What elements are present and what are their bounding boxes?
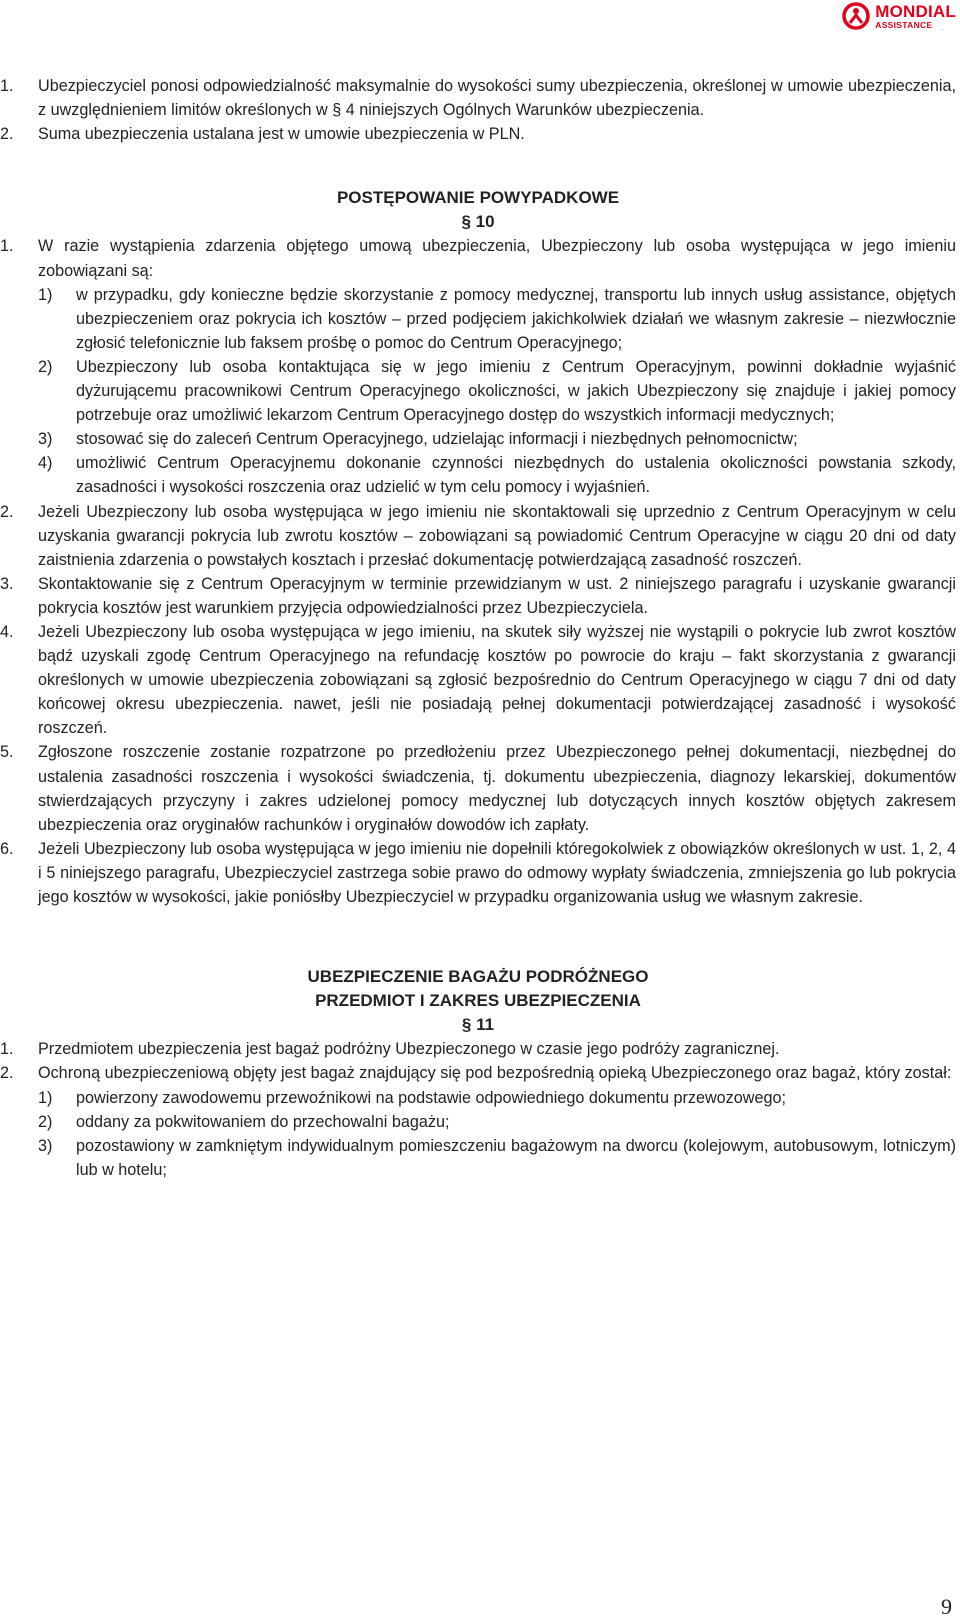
s10-item-6: [0, 837, 956, 909]
s10-item-3: [0, 572, 956, 620]
section-11-subheading: PRZEDMIOT I ZAKRES UBEZPIECZENIA: [315, 991, 641, 1011]
sub-item-number: 4): [38, 454, 53, 473]
s10-sub-item-1: [38, 283, 956, 355]
sub-item-text: powierzony zawodowemu przewoźnikowi na podstawie odpowiedniego dokumentu przewozowego;: [76, 1088, 786, 1107]
logo-person-icon: [841, 2, 871, 30]
s11-sub-item-1: [38, 1086, 956, 1110]
s10-item-2: [0, 500, 956, 572]
s10-item-4: [0, 620, 956, 740]
item-number: 2.: [0, 1064, 14, 1083]
section-10-number: § 10: [461, 212, 495, 232]
item-number: 2.: [0, 502, 14, 521]
sub-item-text: Ubezpieczony lub osoba kontaktująca się w jego imieniu z Centrum Operacyjnym, powinni dokładnie wyjaśnić dyżurującemu pracownikowi Centrum Operacyjnego okoliczności, w jakich Ubezpieczony się znajduje i jakiej pomocy potrzebuje oraz umożliwić lekarzom Centrum Operacyjnego dostęp do wszystkich informacji medycznych;: [76, 357, 956, 425]
section-11-heading: UBEZPIECZENIE BAGAŻU PODRÓŻNEGO: [307, 967, 649, 987]
item-number: 1.: [0, 1040, 14, 1059]
sub-item-number: 1): [38, 285, 53, 304]
s11-item-1: [0, 1037, 956, 1061]
sub-item-number: 2): [38, 1112, 53, 1131]
item-number: 4.: [0, 622, 14, 641]
s10-sub-item-2: [38, 355, 956, 427]
sub-item-text: pozostawiony w zamkniętym indywidualnym pomieszczeniu bagażowym na dworcu (kolejowym, autobusowym, lotniczym) lub w hotelu;: [76, 1136, 956, 1179]
s10-item-5: [0, 740, 956, 836]
section-11-number: § 11: [461, 1015, 495, 1035]
sub-item-text: oddany za pokwitowaniem do przechowalni bagażu;: [76, 1112, 450, 1131]
s11-sub-item-2: [38, 1110, 956, 1134]
item-text: W razie wystąpienia zdarzenia objętego umową ubezpieczenia, Ubezpieczony lub osoba występująca w jego imieniu zobowiązani są:: [38, 237, 956, 280]
s11-sub-item-3: [38, 1134, 956, 1182]
s10-sub-item-4: [38, 451, 956, 499]
item-number: 5.: [0, 743, 14, 762]
item-text: Jeżeli Ubezpieczony lub osoba występująca w jego imieniu, na skutek siły wyższej nie wystąpili o pokrycie lub zwrot kosztów bądź uzyskali zgodę Centrum Operacyjnego na refundację kosztów po powrocie do kraju – fakt skorzystania z gwarancji określonych w umowie ubezpieczenia zobowiązani są zgłosić bezpośrednio do Centrum Operacyjnego w ciągu 7 dni od daty końcowej okresu ubezpieczenia. nawet, jeśli nie posiadają pełnej dokumentacji potwierdzającej zasadność i wysokość roszczeń.: [38, 622, 956, 738]
document-body: [0, 74, 956, 1182]
sub-item-text: w przypadku, gdy konieczne będzie skorzystanie z pomocy medycznej, transportu lub innych usług assistance, objętych ubezpieczeniem oraz pokrycia ich kosztów – przed podjęciem jakichkolwiek działań we własnym zakresie – niezwłocznie zgłosić telefonicznie lub faksem prośbę o pomoc do Centrum Operacyjnego;: [76, 285, 956, 352]
intro-item-2: [0, 122, 956, 146]
item-text: Suma ubezpieczenia ustalana jest w umowie ubezpieczenia w PLN.: [38, 125, 525, 144]
mondial-assistance-logo: [841, 2, 956, 30]
item-text: Jeżeli Ubezpieczony lub osoba występująca w jego imieniu nie dopełnili któregokolwiek z obowiązków określonych w ust. 1, 2, 4 i 5 niniejszego paragrafu, Ubezpieczyciel zastrzega sobie prawo do odmowy wypłaty świadczenia, zmniejszenia go lub pokrycia jego kosztów w wysokości, jakie poniósłby Ubezpieczyciel w przypadku organizowania usług we własnym zakresie.: [38, 839, 956, 906]
sub-item-number: 1): [38, 1088, 53, 1107]
sub-item-text: stosować się do zaleceń Centrum Operacyjnego, udzielając informacji i niezbędnych pełnomocnictw;: [76, 430, 798, 449]
s10-sub-item-3: [38, 427, 956, 451]
s10-item-1: [0, 234, 956, 282]
sub-item-text: umożliwić Centrum Operacyjnemu dokonanie czynności niezbędnych do ustalenia okoliczności powstania szkody, zasadności i wysokości roszczenia oraz udzielić w tym celu pomocy i wyjaśnień.: [76, 454, 956, 497]
logo-title: MONDIAL: [875, 1, 956, 21]
s11-item-2: [0, 1061, 956, 1085]
page-number: 9: [941, 1594, 952, 1619]
item-text: Skontaktowanie się z Centrum Operacyjnym w terminie przewidzianym w ust. 2 niniejszego paragrafu i uzyskanie gwarancji pokrycia kosztów jest warunkiem przyjęcia odpowiedzialności przez Ubezpieczyciela.: [38, 574, 956, 617]
intro-item-1: [0, 74, 956, 122]
item-text: Ochroną ubezpieczeniową objęty jest bagaż znajdujący się pod bezpośrednią opieką Ubezpieczonego oraz bagaż, który został:: [38, 1064, 952, 1083]
sub-item-number: 3): [38, 1136, 53, 1155]
item-number: 1.: [0, 237, 14, 256]
sub-item-number: 2): [38, 357, 53, 376]
item-number: 1.: [0, 77, 14, 95]
item-number: 3.: [0, 574, 14, 593]
item-text: Zgłoszone roszczenie zostanie rozpatrzone po przedłożeniu przez Ubezpieczonego pełnej dokumentacji, niezbędnej do ustalenia zasadności roszczenia i wysokości świadczenia, tj. dokumentu ubezpieczenia, diagnozy lekarskiej, dokumentów stwierdzających przyczyny i zakres udzielonej pomocy medycznej lub dotyczących innych kosztów objętych zakresem ubezpieczenia oraz oryginałów rachunków i oryginałów dowodów ich zapłaty.: [38, 743, 956, 834]
item-text: Ubezpieczyciel ponosi odpowiedzialność maksymalnie do wysokości sumy ubezpieczenia, określonej w umowie ubezpieczenia, z uwzględnieniem limitów określonych w § 4 niniejszych Ogólnych Warunków ubezpieczenia.: [38, 77, 956, 120]
item-text: Przedmiotem ubezpieczenia jest bagaż podróżny Ubezpieczonego w czasie jego podróży zagranicznej.: [38, 1040, 780, 1059]
item-number: 6.: [0, 839, 14, 858]
logo-subtitle: ASSISTANCE: [875, 19, 933, 30]
item-text: Jeżeli Ubezpieczony lub osoba występująca w jego imieniu nie skontaktowali się uprzednio z Centrum Operacyjnym w celu uzyskania gwarancji pokrycia lub zwrotu kosztów – zobowiązani są powiadomić Centrum Operacyjne w ciągu 20 dni od daty zaistnienia zdarzenia o powstałych kosztach i przesłać dokumentację potwierdzającą zasadność roszczeń.: [38, 502, 956, 569]
sub-item-number: 3): [38, 430, 53, 449]
item-number: 2.: [0, 125, 14, 144]
section-10-heading: POSTĘPOWANIE POWYPADKOWE: [336, 188, 620, 208]
